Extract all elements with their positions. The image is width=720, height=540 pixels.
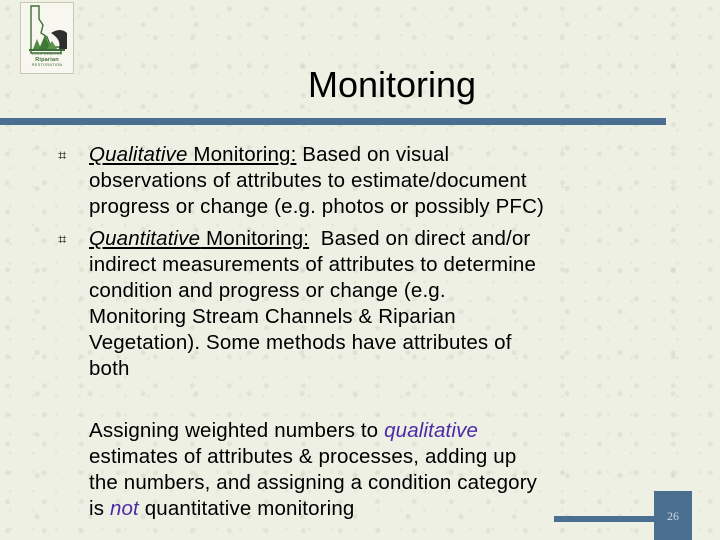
bullet-line: Based on direct and/or [309, 227, 531, 250]
bullet-term-rest: Monitoring: [200, 227, 310, 250]
page-number: 26 [667, 509, 679, 523]
title-divider [0, 118, 666, 125]
footer-rule [554, 516, 654, 522]
extra-text: quantitative monitoring [138, 497, 355, 520]
logo-caption-line: RESTORATION [31, 61, 63, 67]
extra-text: is [89, 497, 110, 520]
bullet-term [89, 227, 309, 250]
logo-caption-line: COOPERATIVE [31, 51, 63, 56]
bullet-line: Based on visual [296, 143, 450, 166]
logo-caption-line: Riparian [35, 56, 59, 63]
bullet-line: Monitoring Stream Channels & Riparian [89, 305, 456, 328]
extra-text: Assigning weighted numbers to [89, 419, 385, 442]
bullet-term-qualifier: Qualitative [89, 143, 188, 166]
bullet-line: indirect measurements of attributes to determine [89, 253, 537, 276]
bullet-quantitative [89, 226, 669, 382]
bullet-marker-icon: ⌗ [58, 146, 67, 164]
bullet-line: observations of attributes to estimate/document [89, 169, 527, 192]
extra-text: estimates of attributes & processes, adding up [89, 445, 517, 468]
bullet-line: Vegetation). Some methods have attributes of [89, 331, 512, 354]
bullet-line: both [89, 357, 130, 380]
slide-title: Monitoring [307, 64, 477, 105]
bullet-marker-icon: ⌗ [58, 230, 67, 248]
extra-text: the numbers, and assigning a condition category [89, 471, 538, 494]
page-number-box [654, 491, 692, 540]
bullet-qualitative [89, 142, 669, 220]
bullet-line: progress or change (e.g. photos or possibly PFC) [89, 195, 544, 218]
emphasis-not: not [109, 497, 139, 520]
emphasis-qualitative: qualitative [384, 419, 479, 442]
bullet-term-qualifier: Quantitative [89, 227, 201, 250]
bullet-line: condition and progress or change (e.g. [89, 279, 446, 302]
extra-paragraph [89, 418, 669, 522]
bullet-term [89, 143, 296, 166]
bullet-term-rest: Monitoring: [187, 143, 297, 166]
